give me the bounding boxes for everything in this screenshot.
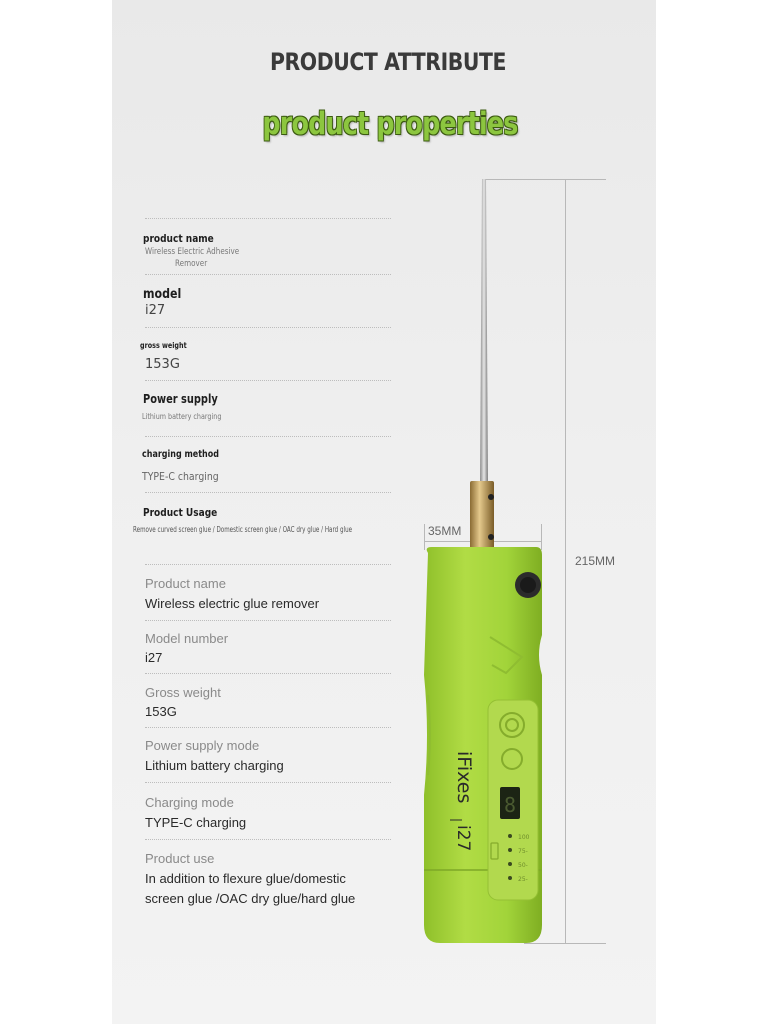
brass-collar-icon bbox=[470, 481, 494, 549]
divider bbox=[145, 274, 391, 275]
divider bbox=[145, 327, 391, 328]
spec-value-product-name: Wireless electric glue remover bbox=[145, 596, 320, 611]
spec-value-product-use-line1: In addition to flexure glue/domestic bbox=[145, 871, 346, 886]
divider bbox=[145, 492, 391, 493]
divider bbox=[145, 218, 391, 219]
spec-value-product-usage: Remove curved screen glue / Domestic screen glue / OAC dry glue / Hard glue bbox=[133, 525, 353, 534]
divider bbox=[145, 839, 391, 840]
spec-label-power-supply: Power supply bbox=[143, 392, 218, 406]
battery-level-25: 25- bbox=[518, 876, 528, 883]
brand-model: i27 bbox=[453, 825, 473, 852]
spec-value-product-use-line2: screen glue /OAC dry glue/hard glue bbox=[145, 891, 356, 906]
spec-label-product-name: Product name bbox=[145, 576, 226, 591]
spec-value-power-supply-mode: Lithium battery charging bbox=[145, 758, 284, 773]
spec-value-gross-weight: 153G bbox=[145, 357, 180, 372]
battery-level-50: 50- bbox=[518, 862, 528, 869]
spec-value-charging-method: TYPE-C charging bbox=[142, 470, 219, 483]
battery-level-100: 100 bbox=[518, 834, 530, 841]
divider bbox=[145, 727, 391, 728]
spec-value-model-number: i27 bbox=[145, 650, 163, 665]
control-panel bbox=[488, 700, 538, 900]
page-title: PRODUCT ATTRIBUTE bbox=[269, 48, 507, 76]
spec-value-charging-mode: TYPE-C charging bbox=[145, 815, 247, 830]
spec-label-product-use: Product use bbox=[145, 851, 215, 866]
power-button-icon bbox=[515, 572, 541, 598]
spec-value-model: i27 bbox=[145, 303, 166, 318]
spec-value-product-name-line2: Remover bbox=[175, 259, 208, 269]
divider bbox=[145, 564, 391, 565]
divider bbox=[145, 673, 391, 674]
brand-name: iFixes bbox=[453, 751, 475, 804]
spec-label-gross-weight: gross weight bbox=[140, 341, 187, 350]
spec-label-gross-weight: Gross weight bbox=[145, 685, 221, 700]
spec-label-power-supply-mode: Power supply mode bbox=[145, 738, 260, 753]
divider bbox=[145, 620, 391, 621]
display-digit: 8 bbox=[503, 793, 517, 817]
battery-level-75: 75- bbox=[518, 848, 528, 855]
spec-label-charging-mode: Charging mode bbox=[145, 795, 234, 810]
page-subtitle: product properties bbox=[262, 106, 518, 142]
height-dimension-label: 215MM bbox=[575, 554, 616, 568]
spec-value-product-name-line1: Wireless Electric Adhesive bbox=[145, 247, 240, 257]
divider bbox=[145, 782, 391, 783]
height-dimension-line bbox=[565, 179, 566, 944]
width-dimension-label: 35MM bbox=[428, 524, 462, 538]
divider bbox=[145, 436, 391, 437]
spec-label-model: model bbox=[143, 287, 182, 302]
spec-value-power-supply: Lithium battery charging bbox=[142, 412, 222, 421]
spec-label-charging-method: charging method bbox=[142, 449, 219, 460]
spec-label-model-number: Model number bbox=[145, 631, 229, 646]
spec-label-product-name: product name bbox=[143, 232, 214, 245]
spec-value-gross-weight: 153G bbox=[145, 704, 177, 719]
needle-tip-icon bbox=[480, 179, 488, 485]
divider bbox=[145, 380, 391, 381]
brand-logo bbox=[453, 751, 475, 851]
spec-label-product-usage: Product Usage bbox=[143, 506, 218, 519]
glue-remover-device-illustration bbox=[410, 175, 560, 950]
